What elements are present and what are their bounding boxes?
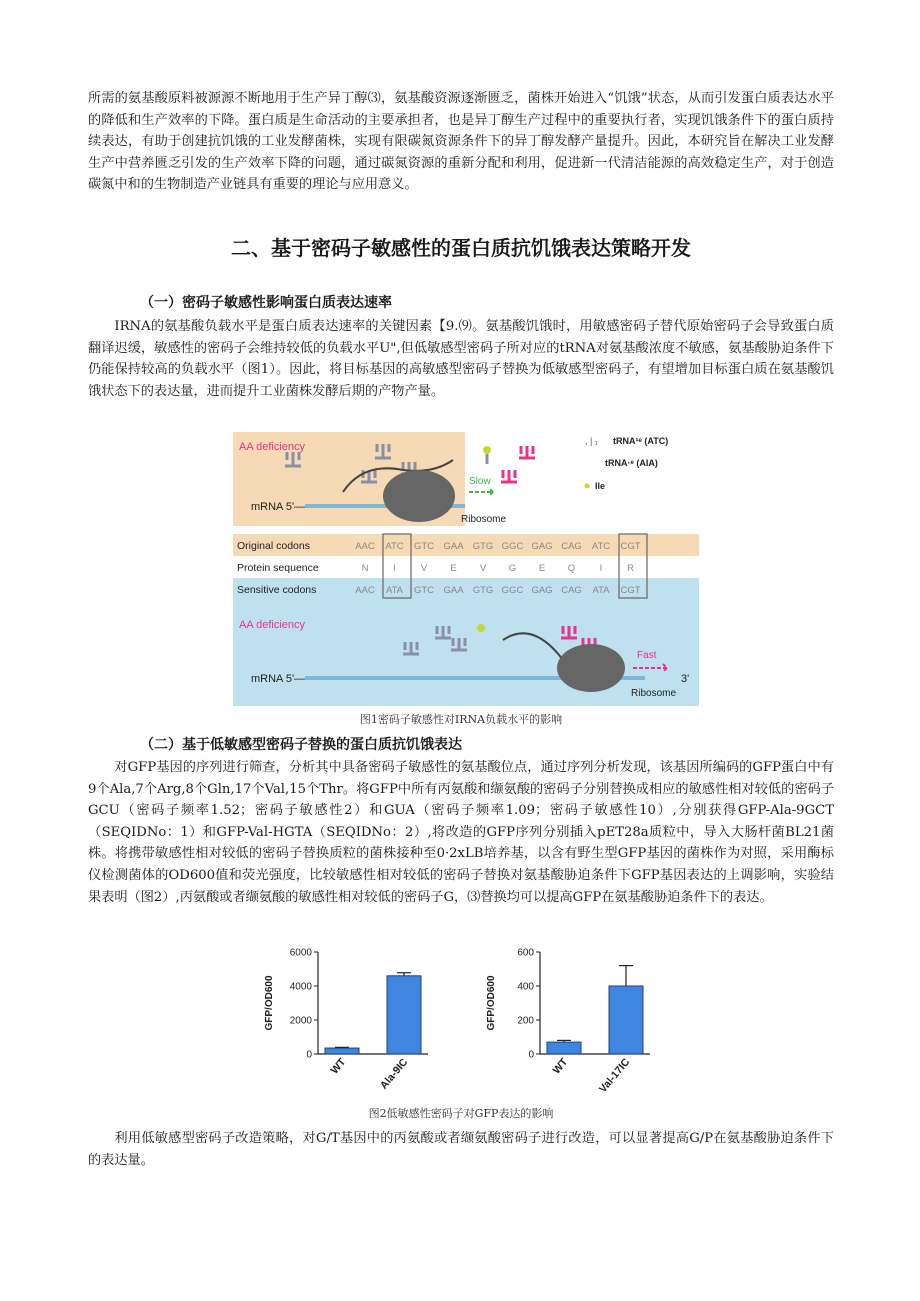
- y-tick-label: 200: [517, 1015, 534, 1027]
- protein-sequence-label: Protein sequence: [237, 562, 319, 574]
- original-codon: GAA: [443, 541, 464, 552]
- y-axis-label: GFP/OD600: [486, 975, 497, 1031]
- intro-paragraph: 所需的氨基酸原料被源源不断地用于生产异丁醇⑶，氨基酸资源逐渐匮乏，菌株开始进入“饥饿”状态，从而引发蛋白质表达水平的降低和生产效率的下降。蛋白质是生命活动的主要承担者，也是异丁醇生产过程中的重要执行者，实现饥饿条件下的蛋白质持续表达，有助于创建抗饥饿的工业发酵菌株，实现有限碳氮资源条件下的异丁醇发酵产量提升。因此，本研究旨在解决工业发酵生产中营养匮乏引发的生产效率下降的问题，通过碳氮资源的重新分配和利用，促进新一代清洁能源的高效稳定生产，对于创造碳氮中和的生物制造产业链具有重要的理论与应用意义。: [88, 91, 834, 193]
- y-tick-label: 0: [306, 1049, 312, 1061]
- sensitive-codon: GAA: [443, 585, 464, 596]
- gfp-ala-bar-chart: [258, 944, 438, 1098]
- sensitive-codon: AAC: [355, 585, 375, 596]
- x-category-label: WT: [550, 1056, 571, 1077]
- y-tick-label: 2000: [289, 1015, 312, 1027]
- protein-residue: N: [361, 563, 369, 574]
- sensitive-codon: GAG: [531, 585, 553, 596]
- legend-ile: Ile: [595, 481, 606, 491]
- original-codon: ATC: [591, 541, 611, 552]
- protein-residue: E: [538, 563, 546, 574]
- fast-label: Fast: [637, 650, 657, 661]
- y-tick-label: 0: [528, 1049, 534, 1061]
- bottom-ile-dot-icon: [477, 624, 485, 632]
- top-mrna-label: mRNA 5'—: [251, 501, 306, 513]
- bar: [547, 1042, 581, 1054]
- x-category-label: Val-17IC: [596, 1056, 633, 1096]
- y-axis-label: GFP/OD600: [264, 975, 275, 1031]
- original-codon: CAG: [561, 541, 582, 552]
- original-codon: CGT: [620, 541, 641, 552]
- protein-residue: Q: [567, 563, 576, 574]
- bottom-aa-deficiency-label: AA deficiency: [239, 619, 306, 631]
- top-ribosome-label: Ribosome: [461, 514, 507, 525]
- sensitive-codons-label: Sensitive codons: [237, 584, 317, 596]
- bottom-mrna-label: mRNA 5'—: [251, 673, 306, 685]
- bottom-ribosome: [557, 644, 625, 692]
- protein-residue: R: [627, 563, 634, 574]
- protein-residue: V: [420, 563, 428, 574]
- sensitive-codon: CAG: [561, 585, 582, 596]
- figure-1-diagram: [233, 430, 699, 706]
- protein-residue: G: [508, 563, 517, 574]
- legend-ile-dot-icon: [585, 484, 590, 489]
- sensitive-codon: ATA: [385, 585, 404, 596]
- sensitive-codon: ATA: [592, 585, 610, 596]
- bar: [387, 976, 421, 1054]
- sensitive-codon: CGT: [620, 585, 641, 596]
- x-category-label: Ala-9IC: [377, 1056, 411, 1092]
- bar: [325, 1048, 359, 1054]
- sensitive-codon: GTG: [472, 585, 494, 596]
- original-codon: AAC: [355, 541, 375, 552]
- legend-prefix: , | ₁: [585, 436, 598, 446]
- top-aa-deficiency-label: AA deficiency: [239, 441, 306, 453]
- section-title: 二、基于密码子敏感性的蛋白质抗饥饿表达策略开发: [231, 236, 691, 260]
- original-codon: GTG: [472, 541, 494, 552]
- protein-residue: E: [450, 563, 457, 574]
- subsection-1-title: （一）密码子敏感性影响蛋白质表达速率: [140, 295, 392, 311]
- legend-trna-aia: tRNA·ᵉ (AIA): [605, 458, 658, 468]
- subsection-2-title: （二）基于低敏感型密码子替换的蛋白质抗饥饿表达: [140, 737, 462, 753]
- y-tick-label: 600: [517, 947, 534, 959]
- gfp-val-bar-chart: [480, 944, 660, 1098]
- slow-arrow-icon: [469, 488, 493, 496]
- three-prime-label: 3': [681, 673, 690, 685]
- figure-2-caption: 图2低敏感性密码子对GFP表达的影响: [368, 1107, 554, 1120]
- trna-pink-icon: [501, 446, 535, 482]
- y-tick-label: 6000: [289, 947, 312, 959]
- original-codon: GTC: [413, 541, 435, 552]
- subsection-1-paragraph: IRNA的氨基酸负载水平是蛋白质表达速率的关键因素【9.⑼。氨基酸饥饿时，用敏感密码子替代原始密码子会导致蛋白质翻译迟缓，敏感性的密码子会维持较低的负载水平U",但低敏感型密码子所对应的tRNA对氨基酸浓度不敏感，氨基酸胁迫条件下仍能保持较高的负载水平（图1）。因此，将目标基因的高敏感型密码子替换为低敏感型密码子，有望增加目标蛋白质在氨基酸饥饿状态下的表达量，进而提升工业菌株发酵后期的产物产量。: [88, 319, 834, 399]
- protein-residue: V: [479, 563, 487, 574]
- sensitive-codon: GGC: [501, 585, 524, 596]
- original-codon: GAG: [531, 541, 553, 552]
- bottom-ribosome-label: Ribosome: [631, 688, 677, 699]
- ile-dot-icon: [483, 446, 491, 454]
- figure-1-caption: 图1密码子敏感性对IRNA负载水平的影响: [359, 713, 563, 726]
- final-paragraph: 利用低敏感型密码子改造策略，对G/T基因中的丙氨酸或者缬氨酸密码子进行改造，可以显著提高G/P在氨基酸胁迫条件下的表达量。: [88, 1131, 834, 1168]
- subsection-2-paragraph: 对GFP基因的序列进行筛查，分析其中具备密码子敏感性的氨基酸位点，通过序列分析发现，该基因所编码的GFP蛋白中有9个Ala,7个Arg,8个Gln,17个Val,15个Thr。将GFP中所有丙氨酸和缬氨酸的密码子分别替换成相应的敏感性相对较低的密码子GCU（密码子频率1.52；密码子敏感性2）和GUA（密码子频率1.09；密码子敏感性10）,分别获得GFP-Ala-9GCT（SEQIDNo：1）和GFP-Val-HGTA（SEQIDNo：2）,将改造的GFP序列分别插入pET28a质粒中，导入大肠杆菌BL21菌株。将携带敏感性相对较低的密码子替换质粒的菌株接种至0·2xLB培养基，以含有野生型GFP基因的菌株作为对照，采用酶标仪检测菌体的OD600值和荧光强度，比较敏感性相对较低的密码子替换对氨基酸胁迫条件下GFP基因表达的上调影响，实验结果表明（图2）,丙氨酸或者缬氨酸的敏感性相对较低的密码子G，⑶替换均可以提高GFP在氨基酸胁迫条件下的表达。: [88, 760, 834, 905]
- protein-residue: I: [393, 563, 396, 574]
- y-tick-label: 4000: [289, 981, 312, 993]
- legend-trna-atc: tRNA¹ᵉ (ATC): [613, 436, 669, 446]
- y-tick-label: 400: [517, 981, 534, 993]
- original-codon: ATC: [385, 541, 404, 552]
- top-ribosome: [383, 470, 455, 522]
- protein-residue: I: [599, 563, 603, 574]
- original-codons-label: Original codons: [237, 540, 310, 552]
- original-codon: GGC: [501, 541, 524, 552]
- slow-label: Slow: [469, 476, 491, 487]
- sensitive-codon: GTC: [413, 585, 435, 596]
- x-category-label: WT: [328, 1056, 349, 1077]
- bar: [609, 986, 643, 1054]
